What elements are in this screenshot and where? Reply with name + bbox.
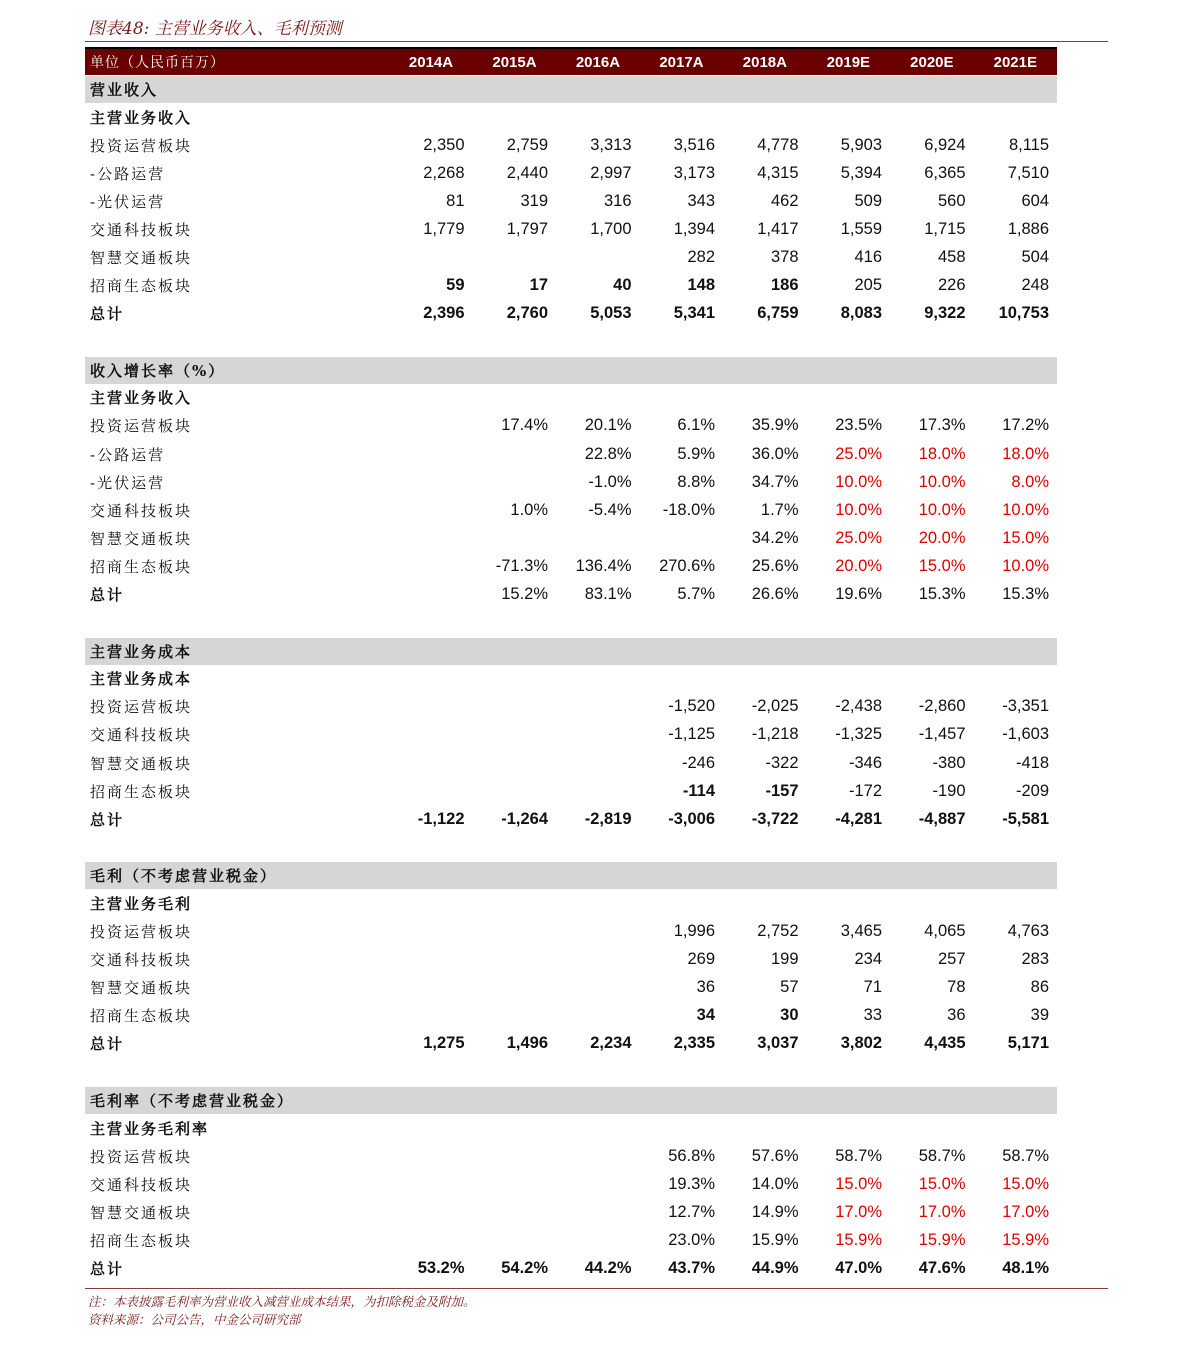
table-cell: 462 <box>771 191 799 210</box>
section-header <box>85 76 1057 103</box>
row-label: -光伏运营 <box>90 192 166 211</box>
table-cell: 8.0% <box>1011 472 1050 491</box>
table-cell: -2,438 <box>835 697 883 716</box>
row-label: 招商生态板块 <box>90 1231 193 1250</box>
table-cell: 5,903 <box>840 135 883 154</box>
table-cell: 47.6% <box>918 1259 966 1278</box>
table-cell: 54.2% <box>501 1259 549 1278</box>
table-cell: 2,335 <box>673 1034 716 1053</box>
table-cell: 25.6% <box>751 556 799 575</box>
table-cell: -157 <box>765 781 799 800</box>
table-row <box>85 131 1057 159</box>
table-cell: -4,281 <box>835 809 883 828</box>
table-cell: 23.5% <box>835 416 883 435</box>
table-cell: -172 <box>849 781 883 800</box>
row-label: 主营业务成本 <box>90 670 193 689</box>
row-label: 招商生态板块 <box>90 277 193 296</box>
table-cell: 33 <box>863 1006 883 1025</box>
table-cell: 15.9% <box>1002 1230 1050 1249</box>
table-cell: -322 <box>765 753 799 772</box>
table-cell: 316 <box>604 191 632 210</box>
table-cell: 30 <box>780 1006 799 1025</box>
row-label: 总计 <box>90 1260 125 1279</box>
table-row <box>85 187 1057 215</box>
financial-table <box>85 47 1057 1283</box>
table-row <box>85 1114 1057 1142</box>
table-cell: 56.8% <box>668 1146 716 1165</box>
table-row <box>85 215 1057 243</box>
table-cell: 58.7% <box>1002 1146 1050 1165</box>
table-row <box>85 917 1057 945</box>
table-cell: 1,779 <box>423 219 465 238</box>
table-cell: -71.3% <box>495 556 549 575</box>
table-cell: -418 <box>1016 753 1050 772</box>
table-cell: 5,341 <box>673 304 716 323</box>
table-cell: 458 <box>938 248 966 267</box>
table-cell: 25.0% <box>835 528 883 547</box>
section-header <box>85 638 1057 665</box>
table-cell: 269 <box>687 950 716 969</box>
table-cell: 4,435 <box>924 1034 966 1053</box>
table-cell: 15.0% <box>835 1174 883 1193</box>
row-label: 总计 <box>90 810 125 829</box>
table-cell: 58.7% <box>918 1146 966 1165</box>
table-cell: 17.4% <box>501 416 549 435</box>
table-row <box>85 581 1057 609</box>
row-label: 智慧交通板块 <box>90 754 193 773</box>
table-cell: 4,763 <box>1007 921 1050 940</box>
table-cell: 15.2% <box>501 585 549 604</box>
table-cell: 6,365 <box>924 163 966 182</box>
table-row <box>85 946 1057 974</box>
table-cell: 10,753 <box>998 304 1050 323</box>
table-cell: 504 <box>1021 248 1050 267</box>
table-cell: -4,887 <box>918 809 966 828</box>
table-cell: 34 <box>696 1006 716 1025</box>
table-cell: 17.0% <box>835 1202 883 1221</box>
table-row <box>85 889 1057 917</box>
table-cell: -3,006 <box>668 809 716 828</box>
table-cell: -1,122 <box>417 809 465 828</box>
table-cell: -1,218 <box>751 725 799 744</box>
year-header: 2014A <box>408 53 454 71</box>
table-cell: 2,268 <box>423 163 465 182</box>
table-row <box>85 1002 1057 1030</box>
year-header: 2015A <box>492 53 537 71</box>
table-row <box>85 1198 1057 1226</box>
table-cell: 1,886 <box>1007 219 1050 238</box>
row-label: 主营业务毛利率 <box>90 1119 210 1138</box>
table-cell: 3,037 <box>757 1034 799 1053</box>
table-cell: 1,496 <box>506 1034 549 1053</box>
table-cell: 15.0% <box>918 556 966 575</box>
row-label: -光伏运营 <box>90 473 166 492</box>
table-cell: -5,581 <box>1002 809 1050 828</box>
table-row <box>85 749 1057 777</box>
row-label: -公路运营 <box>90 445 166 464</box>
table-cell: 2,752 <box>757 921 799 940</box>
year-header: 2018A <box>742 53 787 71</box>
row-label: 交通科技板块 <box>90 726 193 745</box>
table-row <box>85 974 1057 1002</box>
row-label: 投资运营板块 <box>90 417 193 436</box>
table-cell: 3,516 <box>673 135 716 154</box>
table-cell: -2,025 <box>751 697 799 716</box>
table-cell: 10.0% <box>1002 500 1050 519</box>
table-cell: 3,465 <box>840 921 883 940</box>
section-header <box>85 862 1057 889</box>
row-label: 投资运营板块 <box>90 698 193 717</box>
section-spacer <box>85 1058 1057 1086</box>
table-cell: 248 <box>1021 276 1050 295</box>
table-row <box>85 468 1057 496</box>
table-cell: 5,394 <box>840 163 883 182</box>
section-header <box>85 1087 1057 1114</box>
table-row <box>85 552 1057 580</box>
year-header: 2017A <box>659 53 704 71</box>
table-cell: 83.1% <box>584 585 632 604</box>
row-label: 投资运营板块 <box>90 1147 193 1166</box>
table-row <box>85 1030 1057 1058</box>
table-cell: 1,715 <box>924 219 966 238</box>
table-cell: -1,457 <box>918 725 966 744</box>
table-cell: 1,275 <box>423 1034 465 1053</box>
table-cell: 15.0% <box>1002 1174 1050 1193</box>
table-row <box>85 412 1057 440</box>
table-cell: 9,322 <box>924 304 966 323</box>
footer-divider <box>85 1288 1108 1289</box>
table-cell: 58.7% <box>835 1146 883 1165</box>
table-cell: 17.3% <box>918 416 966 435</box>
table-cell: 2,760 <box>506 304 549 323</box>
table-cell: 10.0% <box>835 500 883 519</box>
row-label: 主营业务收入 <box>90 389 193 408</box>
table-cell: 7,510 <box>1007 163 1050 182</box>
row-label: 交通科技板块 <box>90 220 193 239</box>
table-cell: 78 <box>947 978 966 997</box>
table-cell: -346 <box>849 753 883 772</box>
table-cell: -1,603 <box>1002 725 1050 744</box>
table-cell: 2,234 <box>590 1034 632 1053</box>
table-cell: 15.9% <box>918 1230 966 1249</box>
table-cell: 1,417 <box>757 219 799 238</box>
table-cell: 39 <box>1030 1006 1050 1025</box>
section-spacer <box>85 328 1057 356</box>
table-row <box>85 440 1057 468</box>
table-cell: -3,351 <box>1002 697 1050 716</box>
year-header: 2021E <box>993 53 1037 71</box>
row-label: 总计 <box>90 586 125 605</box>
table-cell: 17.0% <box>918 1202 966 1221</box>
title-divider <box>85 41 1108 42</box>
table-cell: -5.4% <box>588 500 632 519</box>
table-cell: -246 <box>682 753 716 772</box>
table-cell: 36 <box>696 978 716 997</box>
table-cell: 44.9% <box>751 1259 799 1278</box>
table-cell: 86 <box>1030 978 1050 997</box>
row-label: 招商生态板块 <box>90 782 193 801</box>
table-cell: 22.8% <box>584 444 632 463</box>
section-header <box>85 357 1057 384</box>
table-cell: 1,559 <box>840 219 883 238</box>
table-cell: 3,173 <box>673 163 716 182</box>
section-title: 营业收入 <box>90 81 159 99</box>
table-row <box>85 496 1057 524</box>
table-cell: 2,759 <box>506 135 549 154</box>
table-row <box>85 665 1057 693</box>
table-cell: 1,394 <box>673 219 716 238</box>
table-cell: 19.3% <box>668 1174 716 1193</box>
row-label: 投资运营板块 <box>90 136 193 155</box>
section-title: 主营业务成本 <box>90 642 193 661</box>
table-cell: -190 <box>932 781 966 800</box>
table-cell: 234 <box>854 950 883 969</box>
table-cell: 15.0% <box>1002 528 1050 547</box>
table-cell: 8,083 <box>840 304 883 323</box>
table-cell: -1,325 <box>835 725 883 744</box>
table-cell: -2,860 <box>918 697 966 716</box>
source-note: 资料来源：公司公告，中金公司研究部 <box>88 1312 301 1327</box>
year-header: 2019E <box>826 53 871 71</box>
table-cell: 604 <box>1021 191 1050 210</box>
table-cell: 25.0% <box>835 444 883 463</box>
table-row <box>85 384 1057 412</box>
table-cell: 226 <box>938 276 966 295</box>
table-cell: 2,396 <box>423 304 465 323</box>
table-cell: 48.1% <box>1002 1259 1050 1278</box>
table-row <box>85 103 1057 131</box>
table-row <box>85 721 1057 749</box>
section-spacer <box>85 609 1057 637</box>
table-cell: 34.7% <box>751 472 799 491</box>
table-cell: 36.0% <box>751 444 799 463</box>
table-cell: 5,053 <box>590 304 632 323</box>
table-cell: 283 <box>1021 950 1050 969</box>
table-cell: 57.6% <box>751 1146 799 1165</box>
table-cell: 1,700 <box>590 219 632 238</box>
table-cell: 416 <box>854 248 883 267</box>
table-cell: 15.9% <box>835 1230 883 1249</box>
table-cell: 26.6% <box>751 585 799 604</box>
year-header: 2020E <box>910 53 954 71</box>
table-cell: -3,722 <box>751 809 799 828</box>
row-label: 主营业务毛利 <box>90 894 193 913</box>
table-row <box>85 805 1057 833</box>
year-header: 2016A <box>575 53 621 71</box>
table-cell: 18.0% <box>918 444 966 463</box>
table-cell: 15.9% <box>751 1230 799 1249</box>
table-cell: -1,264 <box>501 809 549 828</box>
table-cell: 15.3% <box>918 585 966 604</box>
table-row <box>85 243 1057 271</box>
table-cell: 53.2% <box>417 1259 465 1278</box>
table-cell: 1,797 <box>506 219 549 238</box>
table-cell: 10.0% <box>918 472 966 491</box>
table-cell: 6,924 <box>924 135 966 154</box>
table-cell: -2,819 <box>584 809 632 828</box>
table-row <box>85 777 1057 805</box>
table-cell: 4,778 <box>757 135 799 154</box>
table-cell: 257 <box>938 950 966 969</box>
section-spacer <box>85 833 1057 861</box>
table-row <box>85 1142 1057 1170</box>
table-cell: 186 <box>771 276 799 295</box>
table-cell: 1,996 <box>673 921 716 940</box>
table-cell: 3,313 <box>590 135 632 154</box>
table-cell: -114 <box>682 781 716 800</box>
table-cell: 18.0% <box>1002 444 1050 463</box>
row-label: 交通科技板块 <box>90 1175 193 1194</box>
table-cell: 136.4% <box>575 556 632 575</box>
table-cell: 81 <box>446 191 465 210</box>
table-cell: 20.0% <box>918 528 966 547</box>
table-cell: 17.2% <box>1002 416 1050 435</box>
table-cell: 4,315 <box>757 163 799 182</box>
table-cell: 5,171 <box>1007 1034 1050 1053</box>
table-row <box>85 693 1057 721</box>
table-row <box>85 1226 1057 1254</box>
table-cell: -1,520 <box>668 697 716 716</box>
table-cell: 47.0% <box>835 1259 883 1278</box>
table-row <box>85 524 1057 552</box>
table-cell: -380 <box>932 753 966 772</box>
table-cell: 12.7% <box>668 1202 716 1221</box>
table-cell: -18.0% <box>662 500 716 519</box>
table-cell: 23.0% <box>668 1230 716 1249</box>
row-label: 智慧交通板块 <box>90 249 193 268</box>
table-cell: 19.6% <box>835 585 883 604</box>
table-cell: 8,115 <box>1008 135 1050 154</box>
table-cell: 5.9% <box>677 444 716 463</box>
table-row <box>85 159 1057 187</box>
row-label: 智慧交通板块 <box>90 529 193 548</box>
table-cell: 2,350 <box>423 135 465 154</box>
table-cell: 35.9% <box>751 416 799 435</box>
table-row <box>85 272 1057 300</box>
table-cell: 199 <box>771 950 799 969</box>
row-label: 主营业务收入 <box>90 108 193 127</box>
table-cell: 15.3% <box>1002 585 1050 604</box>
table-cell: 270.6% <box>659 556 716 575</box>
table-cell: -209 <box>1016 781 1050 800</box>
table-cell: 560 <box>938 191 966 210</box>
row-label: 总计 <box>90 305 125 324</box>
table-row <box>85 300 1057 328</box>
table-cell: 148 <box>687 276 716 295</box>
table-cell: 4,065 <box>924 921 966 940</box>
table-cell: 378 <box>771 248 799 267</box>
table-cell: 14.0% <box>751 1174 799 1193</box>
table-cell: 2,997 <box>590 163 632 182</box>
table-cell: 15.0% <box>918 1174 966 1193</box>
table-cell: 319 <box>520 191 549 210</box>
table-cell: 43.7% <box>668 1259 716 1278</box>
table-cell: 343 <box>687 191 716 210</box>
table-cell: 5.7% <box>677 585 716 604</box>
table-cell: 8.8% <box>677 472 716 491</box>
table-cell: 10.0% <box>918 500 966 519</box>
row-label: 招商生态板块 <box>90 1007 193 1026</box>
table-cell: 40 <box>613 276 632 295</box>
footnote: 注：本表披露毛利率为营业收入减营业成本结果，为扣除税金及附加。 <box>88 1294 476 1309</box>
table-header <box>85 47 1057 75</box>
table-cell: 17 <box>529 276 549 295</box>
table-cell: 282 <box>687 248 716 267</box>
section-title: 毛利率（不考虑营业税金） <box>90 1092 295 1110</box>
row-label: 招商生态板块 <box>90 557 193 576</box>
table-row <box>85 1170 1057 1198</box>
table-cell: 3,802 <box>840 1034 883 1053</box>
row-label: 总计 <box>90 1035 125 1054</box>
table-cell: 10.0% <box>835 472 883 491</box>
table-cell: 20.1% <box>584 416 632 435</box>
table-cell: 59 <box>446 276 465 295</box>
row-label: 交通科技板块 <box>90 501 193 520</box>
table-cell: 34.2% <box>751 528 799 547</box>
table-cell: 1.7% <box>760 500 799 519</box>
table-cell: 14.9% <box>751 1202 799 1221</box>
section-title: 毛利（不考虑营业税金） <box>90 867 278 886</box>
table-cell: -1.0% <box>588 472 632 491</box>
table-cell: 44.2% <box>584 1259 632 1278</box>
table-cell: 71 <box>863 978 883 997</box>
table-cell: 20.0% <box>835 556 883 575</box>
table-cell: 6,759 <box>757 304 799 323</box>
table-row <box>85 1254 1057 1282</box>
table-cell: 10.0% <box>1002 556 1050 575</box>
table-cell: 205 <box>854 276 883 295</box>
row-label: 交通科技板块 <box>90 951 193 970</box>
table-cell: 36 <box>947 1006 966 1025</box>
row-label: 投资运营板块 <box>90 922 193 941</box>
table-cell: -1,125 <box>668 725 716 744</box>
table-cell: 2,440 <box>506 163 549 182</box>
table-cell: 17.0% <box>1002 1202 1050 1221</box>
row-label: 智慧交通板块 <box>90 1203 193 1222</box>
table-cell: 509 <box>854 191 883 210</box>
unit-label: 单位（人民币百万） <box>90 55 225 71</box>
table-cell: 1.0% <box>510 500 549 519</box>
row-label: 智慧交通板块 <box>90 979 193 998</box>
row-label: -公路运营 <box>90 164 166 183</box>
table-cell: 57 <box>780 978 799 997</box>
table-cell: 6.1% <box>677 416 716 435</box>
figure-title: 图表48: 主营业务收入、毛利预测 <box>88 19 342 39</box>
section-title: 收入增长率（%） <box>90 361 226 380</box>
